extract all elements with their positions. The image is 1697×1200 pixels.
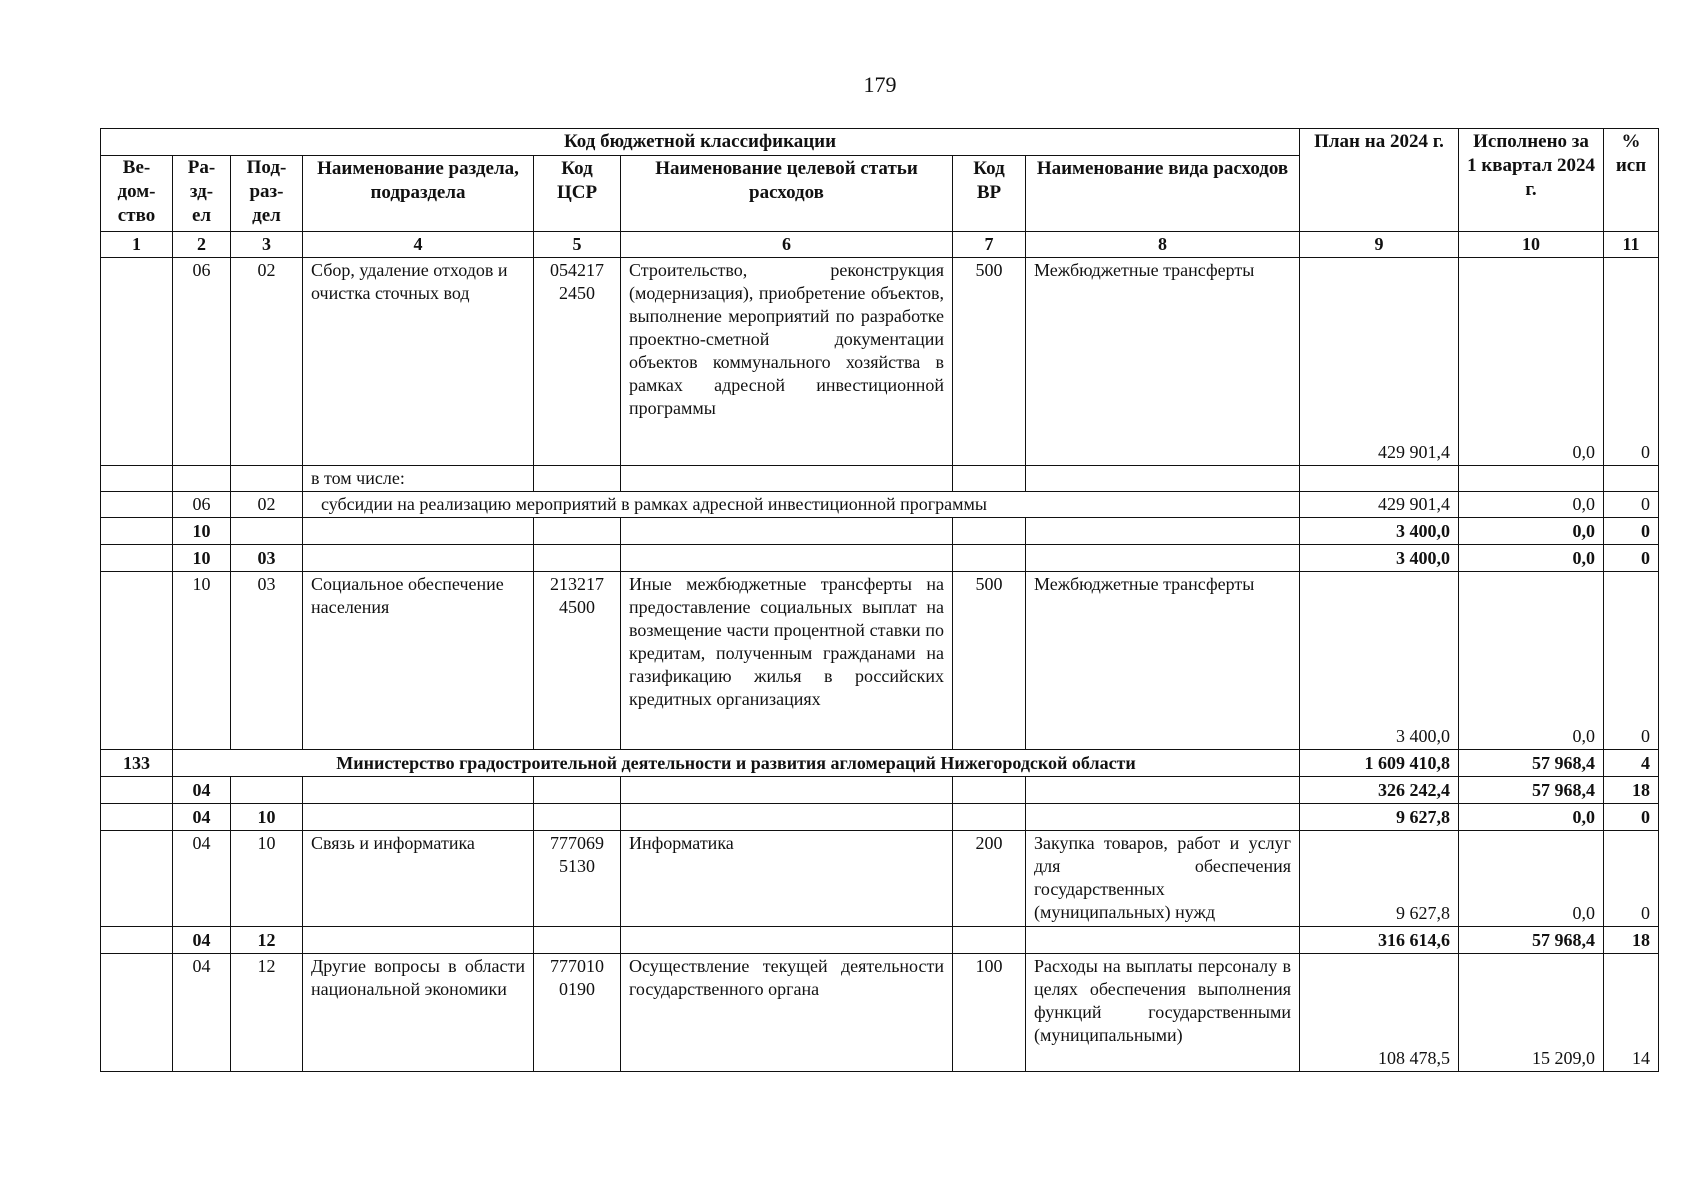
- cell-pct: 4: [1604, 750, 1659, 777]
- header-target-name: Наименование целевой статьи расходов: [621, 156, 953, 232]
- cell-target-name: Осуществление текущей деятельности государственного органа: [621, 954, 953, 1072]
- cell-kvr: 500: [953, 258, 1026, 466]
- cell-target-name: Информатика: [621, 831, 953, 927]
- cell-podrazdel: 12: [231, 954, 303, 1072]
- cell-pct: 0: [1604, 518, 1659, 545]
- header-kvr: Код ВР: [953, 156, 1026, 232]
- page-number: 179: [863, 72, 897, 97]
- cell-kind-name: Расходы на выплаты персоналу в целях обеспечения выполнения функций государственными (муниципальными): [1026, 954, 1300, 1072]
- cell-plan: 3 400,0: [1300, 545, 1459, 572]
- cell-section-name: Другие вопросы в области национальной экономики: [303, 954, 534, 1072]
- cell-razdel: 06: [173, 258, 231, 466]
- column-number: 11: [1604, 232, 1659, 258]
- cell-kcsr: 777010 0190: [534, 954, 621, 1072]
- table-row: [101, 804, 1659, 831]
- table-row: [101, 954, 1659, 1072]
- cell-podrazdel: 12: [231, 927, 303, 954]
- cell-kvr: 500: [953, 572, 1026, 750]
- cell-kvr: 100: [953, 954, 1026, 1072]
- table-row: [101, 750, 1659, 777]
- table-row: [101, 777, 1659, 804]
- cell-razdel: 06: [173, 492, 231, 518]
- cell-podrazdel: 02: [231, 492, 303, 518]
- header-vedomstvo: Ве- дом- ство: [101, 156, 173, 232]
- column-numbers-row: [101, 232, 1659, 258]
- cell-plan: 108 478,5: [1300, 954, 1459, 1072]
- cell-kind-name: Межбюджетные трансферты: [1026, 572, 1300, 750]
- column-number: 1: [101, 232, 173, 258]
- cell-kind-name: Закупка товаров, работ и услуг для обеспечения государственных (муниципальных) нужд: [1026, 831, 1300, 927]
- cell-plan: 429 901,4: [1300, 258, 1459, 466]
- table-row: [101, 572, 1659, 750]
- cell-plan: 3 400,0: [1300, 518, 1459, 545]
- column-number: 5: [534, 232, 621, 258]
- header-pct: % исп: [1604, 129, 1659, 232]
- cell-podrazdel: 10: [231, 831, 303, 927]
- cell-pct: 0: [1604, 804, 1659, 831]
- cell-plan: 316 614,6: [1300, 927, 1459, 954]
- header-kind-name: Наименование вида расходов: [1026, 156, 1300, 232]
- cell-razdel: 10: [173, 572, 231, 750]
- column-number: 7: [953, 232, 1026, 258]
- cell-done: 0,0: [1459, 518, 1604, 545]
- cell-description: субсидии на реализацию мероприятий в рамках адресной инвестиционной программы: [303, 492, 1300, 518]
- cell-done: 0,0: [1459, 492, 1604, 518]
- cell-plan: 326 242,4: [1300, 777, 1459, 804]
- table-row: [101, 831, 1659, 927]
- cell-pct: 18: [1604, 927, 1659, 954]
- table-row: [101, 258, 1659, 466]
- column-number: 10: [1459, 232, 1604, 258]
- header-razdel: Ра- зд- ел: [173, 156, 231, 232]
- budget-table: [100, 128, 1659, 1072]
- column-number: 6: [621, 232, 953, 258]
- table-row: [101, 545, 1659, 572]
- table-row: [101, 466, 1659, 492]
- cell-vedomstvo: 133: [101, 750, 173, 777]
- table-row: [101, 927, 1659, 954]
- cell-done: 57 968,4: [1459, 750, 1604, 777]
- cell-done: 57 968,4: [1459, 927, 1604, 954]
- cell-razdel: 04: [173, 804, 231, 831]
- cell-razdel: 10: [173, 518, 231, 545]
- cell-plan: 429 901,4: [1300, 492, 1459, 518]
- cell-pct: 14: [1604, 954, 1659, 1072]
- column-number: 4: [303, 232, 534, 258]
- cell-plan: 3 400,0: [1300, 572, 1459, 750]
- header-done: Исполнено за 1 квартал 2024 г.: [1459, 129, 1604, 232]
- cell-pct: 0: [1604, 258, 1659, 466]
- column-number: 8: [1026, 232, 1300, 258]
- cell-done: 0,0: [1459, 545, 1604, 572]
- header-group-title: Код бюджетной классификации: [101, 129, 1300, 156]
- cell-razdel: 04: [173, 927, 231, 954]
- column-number: 9: [1300, 232, 1459, 258]
- header-podrazdel: Под- раз- дел: [231, 156, 303, 232]
- cell-plan: 1 609 410,8: [1300, 750, 1459, 777]
- cell-kcsr: 213217 4500: [534, 572, 621, 750]
- cell-section-name: Связь и информатика: [303, 831, 534, 927]
- cell-razdel: 04: [173, 777, 231, 804]
- header-kcsr: Код ЦСР: [534, 156, 621, 232]
- cell-ministry-name: Министерство градостроительной деятельности и развития агломераций Нижегородской области: [173, 750, 1300, 777]
- cell-pct: 0: [1604, 545, 1659, 572]
- cell-kcsr: 054217 2450: [534, 258, 621, 466]
- header-section-name: Наименование раздела, подраздела: [303, 156, 534, 232]
- cell-podrazdel: 03: [231, 572, 303, 750]
- cell-section-name: в том числе:: [303, 466, 534, 492]
- cell-podrazdel: 02: [231, 258, 303, 466]
- cell-done: 0,0: [1459, 258, 1604, 466]
- cell-target-name: Иные межбюджетные трансферты на предоставление социальных выплат на возмещение части процентной ставки по кредитам, полученным гражданами на газификацию жилья в российских кредитных организациях: [621, 572, 953, 750]
- cell-vedomstvo: [101, 258, 173, 466]
- cell-kind-name: Межбюджетные трансферты: [1026, 258, 1300, 466]
- cell-pct: 0: [1604, 831, 1659, 927]
- cell-done: 0,0: [1459, 831, 1604, 927]
- column-number: 3: [231, 232, 303, 258]
- cell-razdel: 10: [173, 545, 231, 572]
- cell-razdel: 04: [173, 831, 231, 927]
- table-row: [101, 492, 1659, 518]
- cell-done: 0,0: [1459, 804, 1604, 831]
- cell-kvr: 200: [953, 831, 1026, 927]
- cell-pct: 0: [1604, 572, 1659, 750]
- cell-section-name: Сбор, удаление отходов и очистка сточных вод: [303, 258, 534, 466]
- cell-done: 57 968,4: [1459, 777, 1604, 804]
- cell-done: 0,0: [1459, 572, 1604, 750]
- cell-podrazdel: 10: [231, 804, 303, 831]
- cell-section-name: Социальное обеспечение населения: [303, 572, 534, 750]
- header-plan: План на 2024 г.: [1300, 129, 1459, 232]
- column-number: 2: [173, 232, 231, 258]
- cell-plan: 9 627,8: [1300, 831, 1459, 927]
- table-row: [101, 518, 1659, 545]
- cell-plan: 9 627,8: [1300, 804, 1459, 831]
- cell-podrazdel: 03: [231, 545, 303, 572]
- cell-kcsr: 777069 5130: [534, 831, 621, 927]
- cell-razdel: 04: [173, 954, 231, 1072]
- cell-target-name: Строительство, реконструкция (модернизация), приобретение объектов, выполнение мероприятий по разработке проектно-сметной документации объектов коммунального хозяйства в рамках адресной инвестиционной программы: [621, 258, 953, 466]
- cell-done: 15 209,0: [1459, 954, 1604, 1072]
- cell-pct: 18: [1604, 777, 1659, 804]
- cell-pct: 0: [1604, 492, 1659, 518]
